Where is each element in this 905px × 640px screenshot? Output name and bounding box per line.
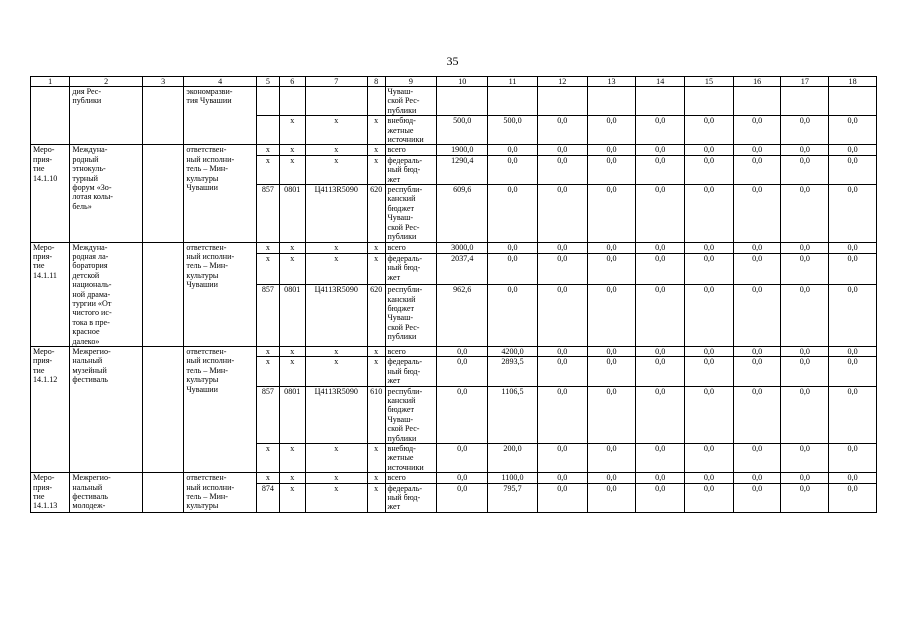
value-cell: 962,6 — [437, 285, 488, 347]
gov-code-cell: x — [256, 242, 279, 253]
value-cell: 0,0 — [781, 145, 829, 155]
value-cell: 0,0 — [733, 483, 781, 512]
value-cell: 1100,0 — [488, 473, 538, 483]
expense-type-cell: x — [367, 357, 385, 386]
event-code-cell — [31, 87, 70, 145]
value-cell — [829, 87, 877, 116]
value-cell: 1900,0 — [437, 145, 488, 155]
responsible-cell: ответствен- ный исполни- тель – Мин- культуры — [184, 473, 257, 513]
target-code-cell — [305, 87, 367, 116]
gov-code-cell: x — [256, 155, 279, 184]
funding-source-cell: внебюд- жетные источники — [385, 116, 437, 145]
value-cell: 609,6 — [437, 185, 488, 242]
value-cell: 0,0 — [587, 357, 636, 386]
value-cell: 0,0 — [636, 483, 685, 512]
section-code-cell: x — [279, 357, 305, 386]
value-cell: 0,0 — [488, 253, 538, 284]
value-cell: 0,0 — [587, 253, 636, 284]
event-code-cell: Меро- прия- тие 14.1.12 — [31, 346, 70, 472]
section-code-cell: 0801 — [279, 386, 305, 443]
empty-cell — [142, 473, 183, 513]
section-code-cell — [279, 87, 305, 116]
value-cell: 0,0 — [636, 346, 685, 356]
value-cell: 0,0 — [733, 473, 781, 483]
value-cell: 0,0 — [537, 145, 587, 155]
value-cell: 0,0 — [829, 242, 877, 253]
section-code-cell: 0801 — [279, 285, 305, 347]
event-name-cell: Межрегио- нальный фестиваль молодеж- — [70, 473, 143, 513]
value-cell: 0,0 — [685, 346, 734, 356]
value-cell: 0,0 — [829, 116, 877, 145]
value-cell: 0,0 — [537, 386, 587, 443]
gov-code-cell: x — [256, 357, 279, 386]
expense-type-cell: x — [367, 483, 385, 512]
value-cell: 0,0 — [685, 444, 734, 473]
funding-source-cell: федераль- ный бюд- жет — [385, 155, 437, 184]
value-cell: 0,0 — [829, 145, 877, 155]
value-cell: 0,0 — [781, 116, 829, 145]
value-cell: 0,0 — [733, 444, 781, 473]
responsible-cell: экономразви- тия Чувашии — [184, 87, 257, 145]
expense-type-cell: 620 — [367, 285, 385, 347]
value-cell — [488, 87, 538, 116]
column-header: 6 — [279, 77, 305, 87]
value-cell: 0,0 — [685, 242, 734, 253]
target-code-cell: x — [305, 116, 367, 145]
funding-source-cell: всего — [385, 346, 437, 356]
expense-type-cell — [367, 87, 385, 116]
gov-code-cell: 857 — [256, 285, 279, 347]
value-cell: 0,0 — [781, 473, 829, 483]
value-cell: 0,0 — [437, 444, 488, 473]
funding-source-cell: всего — [385, 242, 437, 253]
column-header: 11 — [488, 77, 538, 87]
value-cell: 0,0 — [488, 155, 538, 184]
section-code-cell: x — [279, 444, 305, 473]
value-cell: 0,0 — [636, 145, 685, 155]
section-code-cell: x — [279, 242, 305, 253]
value-cell — [587, 87, 636, 116]
page-number: 35 — [446, 54, 459, 68]
value-cell: 0,0 — [537, 346, 587, 356]
value-cell: 0,0 — [587, 346, 636, 356]
target-code-cell: Ц4113R5090 — [305, 285, 367, 347]
empty-cell — [142, 346, 183, 472]
value-cell: 0,0 — [437, 357, 488, 386]
gov-code-cell: 857 — [256, 185, 279, 242]
value-cell: 0,0 — [636, 253, 685, 284]
event-code-cell: Меро- прия- тие 14.1.10 — [31, 145, 70, 242]
column-header: 5 — [256, 77, 279, 87]
value-cell: 1106,5 — [488, 386, 538, 443]
value-cell: 0,0 — [781, 357, 829, 386]
expense-type-cell: x — [367, 473, 385, 483]
section-code-cell: x — [279, 473, 305, 483]
column-header: 13 — [587, 77, 636, 87]
value-cell — [685, 87, 734, 116]
target-code-cell: Ц4113R5090 — [305, 185, 367, 242]
section-code-cell: x — [279, 116, 305, 145]
event-code-cell: Меро- прия- тие 14.1.13 — [31, 473, 70, 513]
value-cell — [733, 87, 781, 116]
value-cell: 4200,0 — [488, 346, 538, 356]
funding-source-cell: республи- канский бюджет Чуваш- ской Рес- публики — [385, 185, 437, 242]
funding-source-cell: внебюд- жетные источники — [385, 444, 437, 473]
value-cell: 0,0 — [488, 242, 538, 253]
empty-cell — [142, 145, 183, 242]
column-header: 7 — [305, 77, 367, 87]
value-cell: 0,0 — [685, 285, 734, 347]
value-cell: 0,0 — [781, 285, 829, 347]
value-cell — [781, 87, 829, 116]
value-cell: 500,0 — [437, 116, 488, 145]
value-cell: 0,0 — [685, 155, 734, 184]
value-cell: 0,0 — [829, 185, 877, 242]
value-cell: 0,0 — [781, 346, 829, 356]
value-cell: 0,0 — [587, 116, 636, 145]
funding-source-cell: Чуваш- ской Рес- публики — [385, 87, 437, 116]
value-cell: 0,0 — [829, 346, 877, 356]
value-cell: 0,0 — [587, 242, 636, 253]
table-row — [31, 473, 877, 483]
event-name-cell: Междуна- родная ла- боратория детской националь- ной драма- тургии «От чистого ис- тока в пре- красное далеко» — [70, 242, 143, 346]
expense-type-cell: 610 — [367, 386, 385, 443]
value-cell: 0,0 — [829, 155, 877, 184]
target-code-cell: x — [305, 346, 367, 356]
value-cell: 0,0 — [685, 483, 734, 512]
funding-source-cell: всего — [385, 145, 437, 155]
value-cell: 0,0 — [733, 386, 781, 443]
expense-type-cell: 620 — [367, 185, 385, 242]
target-code-cell: Ц4113R5090 — [305, 386, 367, 443]
value-cell: 0,0 — [537, 285, 587, 347]
column-header: 14 — [636, 77, 685, 87]
value-cell: 0,0 — [685, 253, 734, 284]
value-cell: 0,0 — [488, 145, 538, 155]
funding-source-cell: федераль- ный бюд- жет — [385, 357, 437, 386]
event-name-cell: дия Рес- публики — [70, 87, 143, 145]
value-cell: 0,0 — [829, 285, 877, 347]
value-cell: 0,0 — [636, 185, 685, 242]
gov-code-cell — [256, 116, 279, 145]
header-row — [31, 77, 877, 87]
value-cell: 0,0 — [829, 357, 877, 386]
budget-table — [30, 76, 877, 513]
column-header: 15 — [685, 77, 734, 87]
expense-type-cell: x — [367, 346, 385, 356]
section-code-cell: x — [279, 145, 305, 155]
gov-code-cell: x — [256, 444, 279, 473]
target-code-cell: x — [305, 242, 367, 253]
value-cell: 0,0 — [537, 483, 587, 512]
value-cell: 0,0 — [685, 116, 734, 145]
value-cell: 0,0 — [829, 386, 877, 443]
value-cell: 0,0 — [537, 155, 587, 184]
value-cell: 0,0 — [733, 285, 781, 347]
target-code-cell: x — [305, 357, 367, 386]
column-header: 9 — [385, 77, 437, 87]
value-cell: 1290,4 — [437, 155, 488, 184]
section-code-cell: x — [279, 483, 305, 512]
responsible-cell: ответствен- ный исполни- тель – Мин- культуры Чувашии — [184, 145, 257, 242]
value-cell: 0,0 — [781, 483, 829, 512]
target-code-cell: x — [305, 145, 367, 155]
section-code-cell: x — [279, 155, 305, 184]
gov-code-cell: x — [256, 253, 279, 284]
responsible-cell: ответствен- ный исполни- тель – Мин- культуры Чувашии — [184, 242, 257, 346]
value-cell: 0,0 — [636, 386, 685, 443]
value-cell: 0,0 — [537, 444, 587, 473]
value-cell: 0,0 — [733, 185, 781, 242]
value-cell: 0,0 — [685, 145, 734, 155]
value-cell: 0,0 — [587, 473, 636, 483]
column-header: 2 — [70, 77, 143, 87]
event-name-cell: Межрегио- нальный музейный фестиваль — [70, 346, 143, 472]
table-body — [31, 87, 877, 513]
table-row — [31, 145, 877, 155]
column-header: 3 — [142, 77, 183, 87]
value-cell: 0,0 — [733, 155, 781, 184]
value-cell: 0,0 — [636, 473, 685, 483]
value-cell: 0,0 — [733, 253, 781, 284]
empty-cell — [142, 242, 183, 346]
gov-code-cell: 874 — [256, 483, 279, 512]
section-code-cell: x — [279, 346, 305, 356]
column-header: 8 — [367, 77, 385, 87]
value-cell: 0,0 — [636, 444, 685, 473]
value-cell: 0,0 — [587, 155, 636, 184]
value-cell: 0,0 — [587, 145, 636, 155]
gov-code-cell: x — [256, 473, 279, 483]
funding-source-cell: республи- канский бюджет Чуваш- ской Рес- публики — [385, 285, 437, 347]
value-cell: 0,0 — [437, 346, 488, 356]
value-cell: 0,0 — [587, 185, 636, 242]
value-cell: 0,0 — [781, 155, 829, 184]
section-code-cell: 0801 — [279, 185, 305, 242]
target-code-cell: x — [305, 155, 367, 184]
funding-source-cell: всего — [385, 473, 437, 483]
value-cell: 795,7 — [488, 483, 538, 512]
value-cell: 0,0 — [488, 185, 538, 242]
funding-source-cell: республи- канский бюджет Чуваш- ской Рес- публики — [385, 386, 437, 443]
column-header: 4 — [184, 77, 257, 87]
value-cell — [636, 87, 685, 116]
target-code-cell: x — [305, 253, 367, 284]
value-cell: 0,0 — [437, 473, 488, 483]
column-header: 10 — [437, 77, 488, 87]
value-cell: 0,0 — [733, 116, 781, 145]
value-cell: 0,0 — [537, 242, 587, 253]
gov-code-cell: 857 — [256, 386, 279, 443]
value-cell: 0,0 — [488, 285, 538, 347]
value-cell: 2037,4 — [437, 253, 488, 284]
value-cell: 200,0 — [488, 444, 538, 473]
value-cell: 3000,0 — [437, 242, 488, 253]
value-cell: 0,0 — [733, 145, 781, 155]
value-cell: 0,0 — [636, 116, 685, 145]
value-cell: 0,0 — [829, 473, 877, 483]
column-header: 18 — [829, 77, 877, 87]
value-cell: 0,0 — [685, 357, 734, 386]
expense-type-cell: x — [367, 155, 385, 184]
value-cell: 0,0 — [781, 444, 829, 473]
value-cell: 0,0 — [537, 116, 587, 145]
value-cell: 0,0 — [587, 386, 636, 443]
expense-type-cell: x — [367, 242, 385, 253]
value-cell: 0,0 — [733, 346, 781, 356]
expense-type-cell: x — [367, 253, 385, 284]
value-cell: 0,0 — [781, 386, 829, 443]
column-header: 1 — [31, 77, 70, 87]
target-code-cell: x — [305, 483, 367, 512]
value-cell: 0,0 — [685, 386, 734, 443]
value-cell: 0,0 — [537, 253, 587, 284]
column-header: 12 — [537, 77, 587, 87]
value-cell: 0,0 — [636, 242, 685, 253]
value-cell: 0,0 — [537, 185, 587, 242]
value-cell: 0,0 — [781, 253, 829, 284]
value-cell: 2893,5 — [488, 357, 538, 386]
value-cell — [537, 87, 587, 116]
table-row — [31, 242, 877, 253]
value-cell — [437, 87, 488, 116]
value-cell: 0,0 — [636, 357, 685, 386]
funding-source-cell: федераль- ный бюд- жет — [385, 253, 437, 284]
column-header: 16 — [733, 77, 781, 87]
value-cell: 0,0 — [781, 185, 829, 242]
table-row — [31, 87, 877, 116]
value-cell: 0,0 — [781, 242, 829, 253]
column-header: 17 — [781, 77, 829, 87]
expense-type-cell: x — [367, 116, 385, 145]
gov-code-cell — [256, 87, 279, 116]
value-cell: 0,0 — [537, 357, 587, 386]
funding-source-cell: федераль- ный бюд- жет — [385, 483, 437, 512]
target-code-cell: x — [305, 444, 367, 473]
value-cell: 0,0 — [685, 185, 734, 242]
table-row — [31, 346, 877, 356]
value-cell: 0,0 — [636, 155, 685, 184]
value-cell: 0,0 — [829, 444, 877, 473]
value-cell: 0,0 — [733, 357, 781, 386]
section-code-cell: x — [279, 253, 305, 284]
responsible-cell: ответствен- ный исполни- тель – Мин- культуры Чувашии — [184, 346, 257, 472]
value-cell: 0,0 — [829, 483, 877, 512]
event-name-cell: Междуна- родный этнокуль- турный форум «Зо- лотая колы- бель» — [70, 145, 143, 242]
event-code-cell: Меро- прия- тие 14.1.11 — [31, 242, 70, 346]
value-cell: 0,0 — [685, 473, 734, 483]
value-cell: 500,0 — [488, 116, 538, 145]
value-cell: 0,0 — [587, 483, 636, 512]
empty-cell — [142, 87, 183, 145]
value-cell: 0,0 — [587, 444, 636, 473]
value-cell: 0,0 — [733, 242, 781, 253]
expense-type-cell: x — [367, 145, 385, 155]
expense-type-cell: x — [367, 444, 385, 473]
value-cell: 0,0 — [537, 473, 587, 483]
value-cell: 0,0 — [437, 386, 488, 443]
target-code-cell: x — [305, 473, 367, 483]
gov-code-cell: x — [256, 145, 279, 155]
value-cell: 0,0 — [437, 483, 488, 512]
value-cell: 0,0 — [587, 285, 636, 347]
value-cell: 0,0 — [636, 285, 685, 347]
gov-code-cell: x — [256, 346, 279, 356]
value-cell: 0,0 — [829, 253, 877, 284]
